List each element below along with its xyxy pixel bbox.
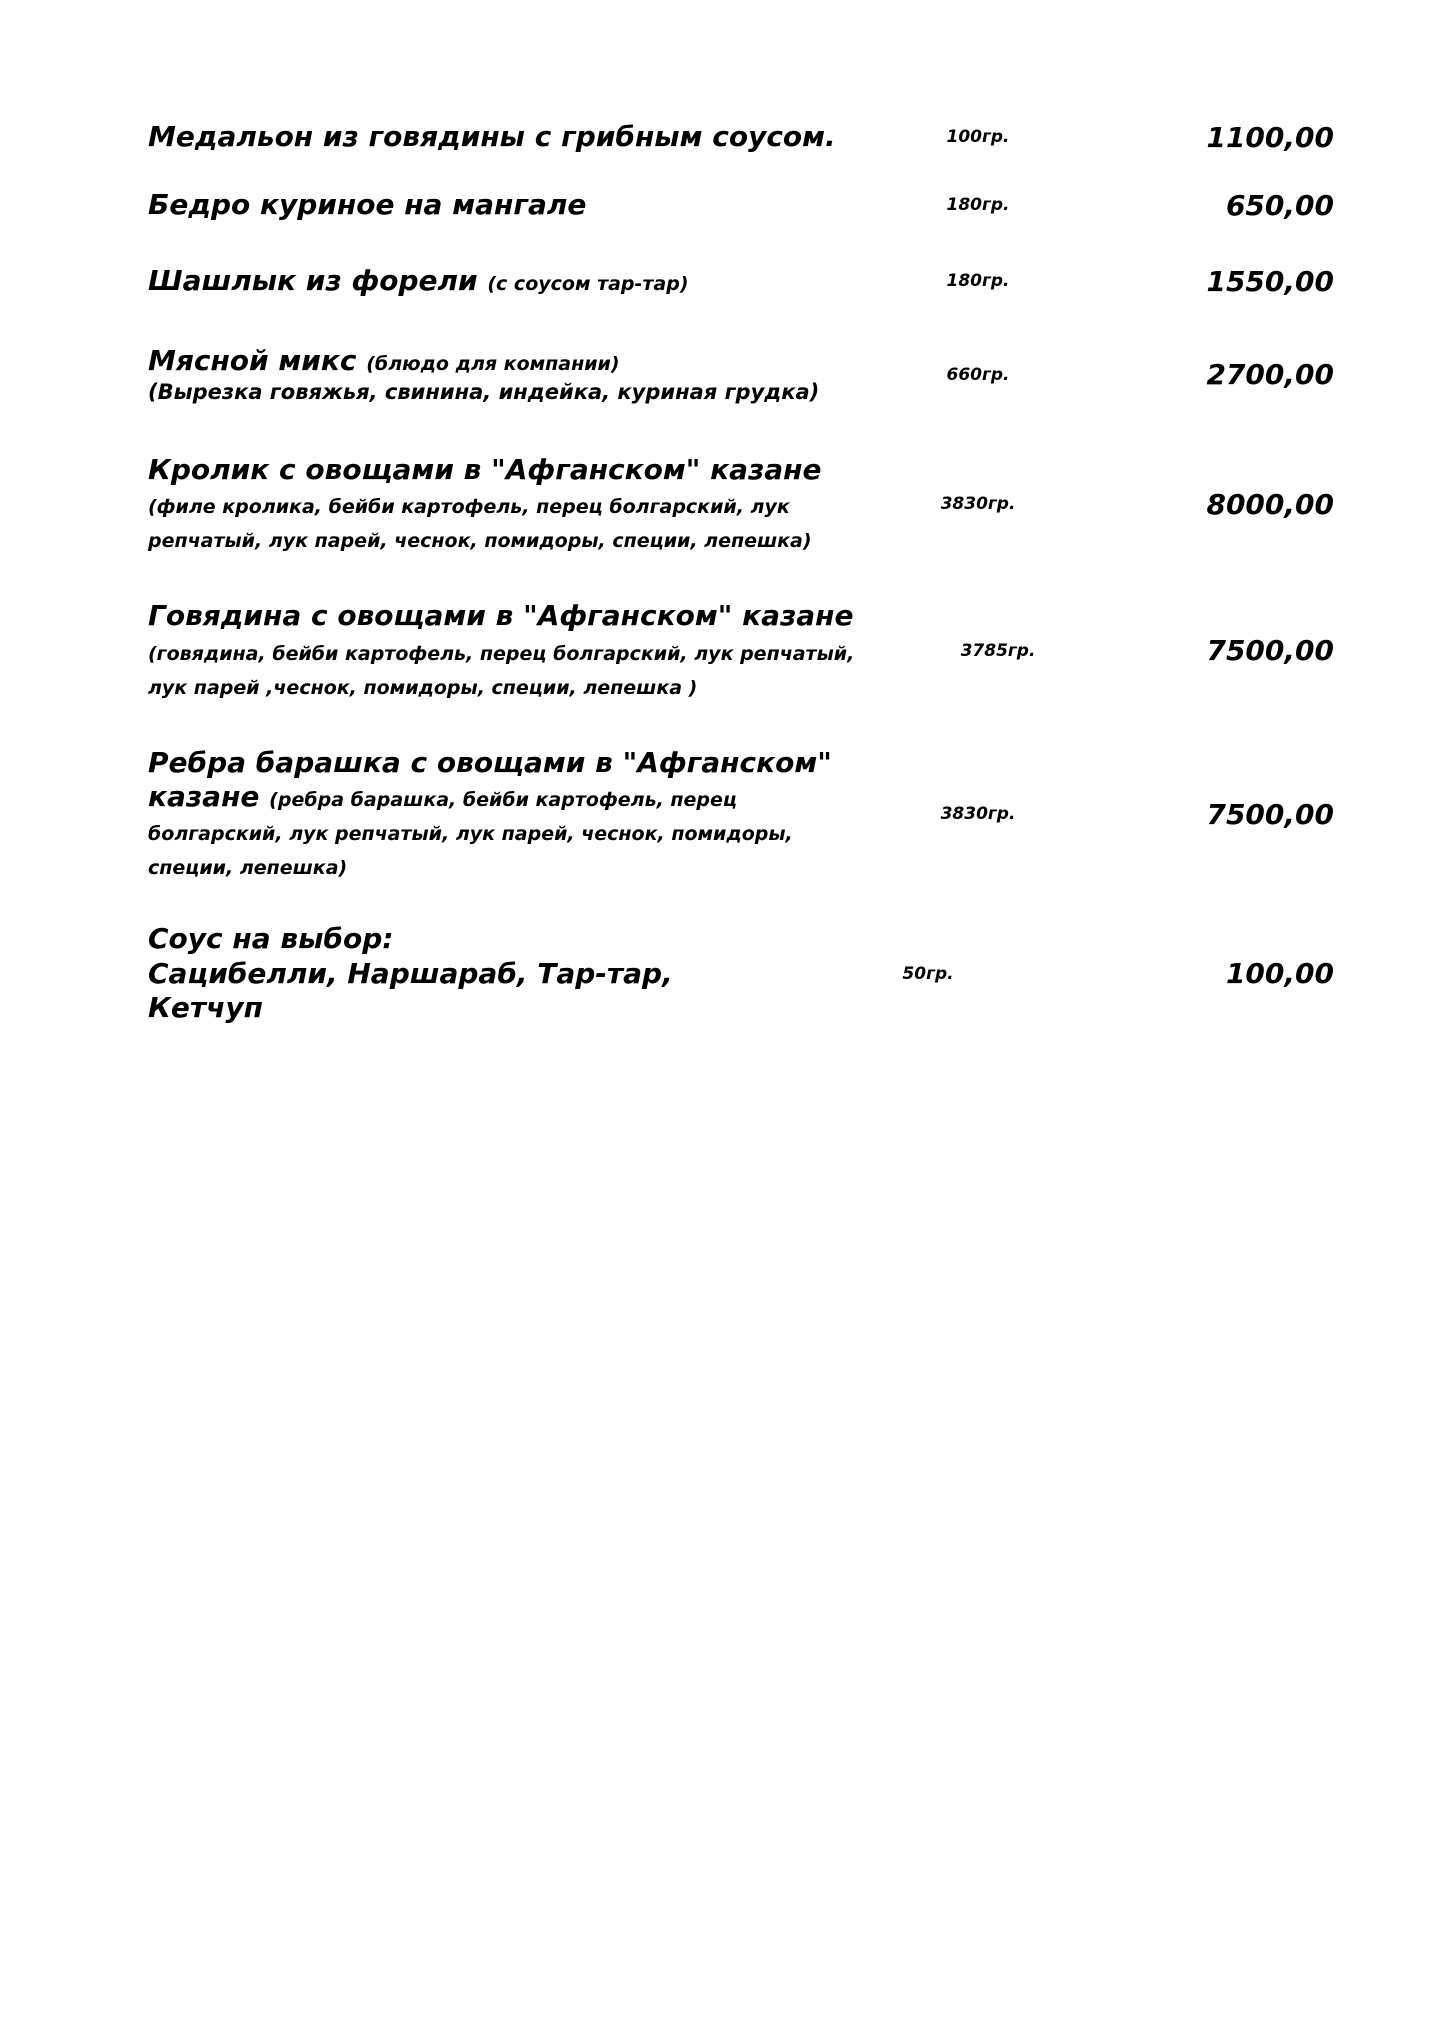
menu-item-price: 1100,00 <box>1206 120 1334 154</box>
menu-item-price: 100,00 <box>1225 957 1334 991</box>
menu-item-name: Медальон из говядины с грибным соусом. <box>148 120 836 153</box>
menu-item-description: (говядина, бейби картофель, перец болгарский, лук репчатый, лук парей ,чеснок, помидоры, специи, лепешка ) <box>148 642 855 699</box>
menu-item-price: 8000,00 <box>1206 487 1334 521</box>
menu-item-price: 650,00 <box>1225 188 1334 222</box>
menu-item-description: (ребра барашка, бейби картофель, перец болгарский, лук репчатый, лук парей, чеснок, помидоры, специи, лепешка) <box>148 788 793 880</box>
menu-item-name <box>148 599 878 701</box>
menu-item-weight: 100гр. <box>946 127 1010 148</box>
menu-item-text <box>148 453 848 555</box>
menu-item-name <box>148 453 838 555</box>
menu-item-description-extra: (Вырезка говяжья, свинина, индейка, куриная грудка) <box>148 379 820 404</box>
menu-item-name-secondary: Сацибелли, Наршараб, Тар-тар, Кетчуп <box>148 956 673 1024</box>
menu-item-price: 2700,00 <box>1206 358 1334 392</box>
menu-item-text <box>148 188 848 222</box>
menu-items-list <box>148 120 1348 1025</box>
menu-item-text <box>148 344 848 404</box>
menu-item-weight: 660гр. <box>946 364 1010 385</box>
menu-item <box>148 188 1348 222</box>
menu-item-name <box>148 344 838 378</box>
menu-item-description: (с соусом тар-тар) <box>487 273 689 296</box>
menu-item-text <box>148 264 848 298</box>
menu-item-weight: 50гр. <box>902 963 954 984</box>
menu-item-name-main: Кролик с овощами в "Афганском" казане <box>148 452 822 486</box>
menu-item <box>148 599 1348 701</box>
menu-item-price: 7500,00 <box>1206 797 1334 831</box>
menu-item-name: Соус на выбор: <box>148 922 394 956</box>
menu-item-weight: 180гр. <box>946 195 1010 216</box>
menu-item <box>148 264 1348 298</box>
menu-item <box>148 344 1348 404</box>
menu-item-weight: 3785гр. <box>960 640 1036 661</box>
menu-item-price: 1550,00 <box>1206 264 1334 298</box>
menu-item-name <box>148 746 838 883</box>
menu-item-weight: 3830гр. <box>940 804 1016 825</box>
menu-item-weight: 180гр. <box>946 271 1010 292</box>
menu-item-name-main: Мясной микс <box>148 344 357 378</box>
menu-item-price: 7500,00 <box>1206 634 1334 668</box>
menu-item-weight: 3830гр. <box>940 494 1016 515</box>
menu-item-name <box>148 264 838 298</box>
menu-item-name-main: Ребра барашка с овощами в "Афганском" казане <box>148 745 832 813</box>
menu-item-text <box>148 120 848 154</box>
menu-item-name: Бедро куриное на мангале <box>148 188 587 222</box>
menu-item-description: (блюдо для компании) <box>366 353 620 376</box>
menu-item <box>148 922 1348 1024</box>
menu-item-description: (филе кролика, бейби картофель, перец болгарский, лук репчатый, лук парей, чеснок, помидоры, специи, лепешка) <box>148 496 812 553</box>
menu-item-text <box>148 922 748 1024</box>
menu-item-name-main: Говядина с овощами в "Афганском" казане <box>148 599 854 633</box>
menu-item <box>148 453 1348 555</box>
menu-item-name-main: Шашлык из форели <box>148 264 478 298</box>
menu-item <box>148 746 1348 883</box>
menu-item-text <box>148 746 848 883</box>
menu-item <box>148 120 1348 154</box>
menu-item-text <box>148 599 888 701</box>
